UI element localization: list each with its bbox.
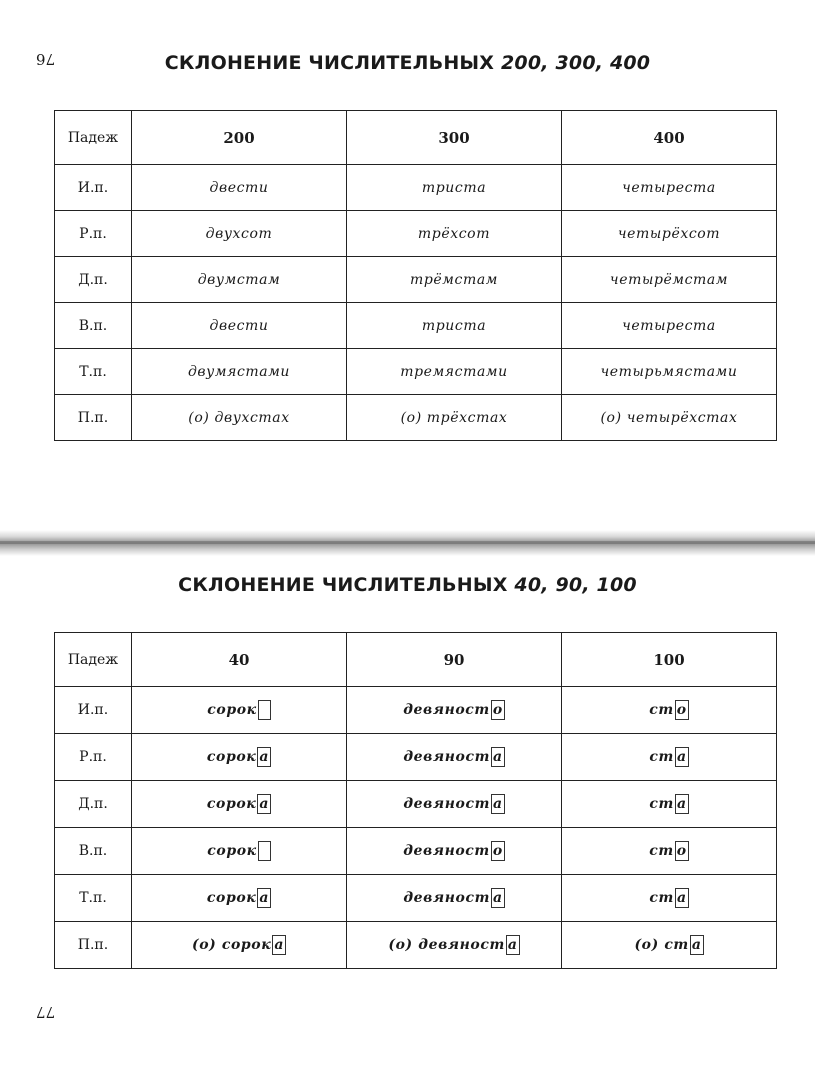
- form-cell: четыреста: [562, 303, 777, 349]
- declension-table-200-300-400: [54, 110, 777, 441]
- word-stem: девяност: [403, 890, 490, 906]
- word-stem: сорок: [206, 796, 257, 812]
- header-90: 90: [347, 633, 562, 687]
- form-cell: [347, 828, 562, 875]
- header-100: 100: [562, 633, 777, 687]
- table-row: [55, 257, 777, 303]
- bottom-title-text: СКЛОНЕНИЕ ЧИСЛИТЕЛЬНЫХ: [178, 574, 508, 596]
- word-stem: (о) сорок: [192, 937, 272, 953]
- form-cell: четырёмстам: [562, 257, 777, 303]
- form-cell: четыреста: [562, 165, 777, 211]
- word-ending-box: а: [259, 749, 270, 765]
- case-label: В.п.: [55, 828, 132, 875]
- form-cell: [562, 687, 777, 734]
- word-ending-box: о: [676, 702, 687, 718]
- word-ending-box: а: [676, 890, 687, 906]
- form-cell: двести: [132, 165, 347, 211]
- form-cell: [132, 922, 347, 969]
- word-ending-box: [258, 841, 271, 861]
- form-cell: триста: [347, 165, 562, 211]
- form-cell: [562, 734, 777, 781]
- case-label: Т.п.: [55, 875, 132, 922]
- form-cell: трёмстам: [347, 257, 562, 303]
- word-stem: девяност: [403, 796, 490, 812]
- form-cell: [132, 687, 347, 734]
- form-cell: [347, 781, 562, 828]
- word-stem: сорок: [207, 702, 257, 718]
- form-cell: [347, 734, 562, 781]
- word-stem: сорок: [207, 843, 257, 859]
- header-40: 40: [132, 633, 347, 687]
- case-label: Т.п.: [55, 349, 132, 395]
- word-ending-box: а: [493, 749, 503, 765]
- word-stem: ст: [649, 843, 674, 859]
- table-row: [55, 734, 777, 781]
- form-cell: [562, 828, 777, 875]
- word-ending-box: а: [493, 796, 503, 812]
- form-cell: [347, 687, 562, 734]
- bottom-section-title: [0, 574, 815, 596]
- table-row: [55, 828, 777, 875]
- case-label: Д.п.: [55, 257, 132, 303]
- case-label: П.п.: [55, 922, 132, 969]
- table-row: [55, 395, 777, 441]
- word-stem: (о) ст: [634, 937, 689, 953]
- word-stem: ст: [649, 796, 674, 812]
- word-ending-box: о: [492, 843, 503, 859]
- word-stem: ст: [649, 890, 674, 906]
- word-stem: девяност: [403, 843, 490, 859]
- case-label: И.п.: [55, 165, 132, 211]
- table-row: [55, 349, 777, 395]
- word-ending-box: а: [274, 937, 284, 953]
- word-ending-box: а: [259, 890, 270, 906]
- form-cell: [562, 781, 777, 828]
- table-row: [55, 687, 777, 734]
- form-cell: двумстам: [132, 257, 347, 303]
- table-row: [55, 165, 777, 211]
- case-label: Р.п.: [55, 211, 132, 257]
- top-title-text: СКЛОНЕНИЕ ЧИСЛИТЕЛЬНЫХ: [164, 52, 495, 74]
- case-label: В.п.: [55, 303, 132, 349]
- table-header-row: [55, 633, 777, 687]
- form-cell: (о) трёхстах: [347, 395, 562, 441]
- word-stem: девяност: [403, 749, 490, 765]
- bottom-title-numbers: 40, 90, 100: [514, 574, 637, 596]
- top-section-title: [0, 52, 815, 74]
- form-cell: [347, 875, 562, 922]
- table-row: [55, 922, 777, 969]
- header-case: Падеж: [55, 111, 132, 165]
- page-number-bottom: 77: [36, 1003, 56, 1021]
- form-cell: двухсот: [132, 211, 347, 257]
- form-cell: [132, 734, 347, 781]
- word-ending-box: а: [676, 749, 687, 765]
- table-row: [55, 781, 777, 828]
- word-stem: сорок: [206, 890, 257, 906]
- form-cell: тремястами: [347, 349, 562, 395]
- form-cell: двумястами: [132, 349, 347, 395]
- word-ending-box: а: [691, 937, 702, 953]
- header-200: 200: [132, 111, 347, 165]
- page-number-top: 76: [36, 50, 56, 68]
- header-400: 400: [562, 111, 777, 165]
- table-row: [55, 211, 777, 257]
- word-ending-box: а: [676, 796, 687, 812]
- form-cell: [347, 922, 562, 969]
- declension-table-40-90-100: [54, 632, 777, 969]
- top-title-numbers: 200, 300, 400: [500, 52, 651, 74]
- form-cell: двести: [132, 303, 347, 349]
- form-cell: [562, 922, 777, 969]
- form-cell: четырьмястами: [562, 349, 777, 395]
- form-cell: (о) двухстах: [132, 395, 347, 441]
- form-cell: [132, 781, 347, 828]
- word-ending-box: [258, 700, 271, 720]
- form-cell: триста: [347, 303, 562, 349]
- word-ending-box: о: [492, 702, 503, 718]
- form-cell: (о) четырёхстах: [562, 395, 777, 441]
- form-cell: [562, 875, 777, 922]
- table-row: [55, 875, 777, 922]
- table-header-row: [55, 111, 777, 165]
- word-stem: девяност: [403, 702, 490, 718]
- form-cell: [132, 875, 347, 922]
- case-label: П.п.: [55, 395, 132, 441]
- case-label: И.п.: [55, 687, 132, 734]
- word-stem: ст: [649, 702, 674, 718]
- word-ending-box: а: [259, 796, 270, 812]
- header-300: 300: [347, 111, 562, 165]
- case-label: Д.п.: [55, 781, 132, 828]
- case-label: Р.п.: [55, 734, 132, 781]
- word-ending-box: а: [507, 937, 518, 953]
- word-ending-box: а: [493, 890, 503, 906]
- word-ending-box: о: [676, 843, 687, 859]
- header-case: Падеж: [55, 633, 132, 687]
- page-fold-edge: [0, 541, 815, 544]
- table-row: [55, 303, 777, 349]
- word-stem: ст: [649, 749, 674, 765]
- form-cell: [132, 828, 347, 875]
- word-stem: (о) девяност: [388, 937, 505, 953]
- word-stem: сорок: [206, 749, 257, 765]
- form-cell: четырёхсот: [562, 211, 777, 257]
- form-cell: трёхсот: [347, 211, 562, 257]
